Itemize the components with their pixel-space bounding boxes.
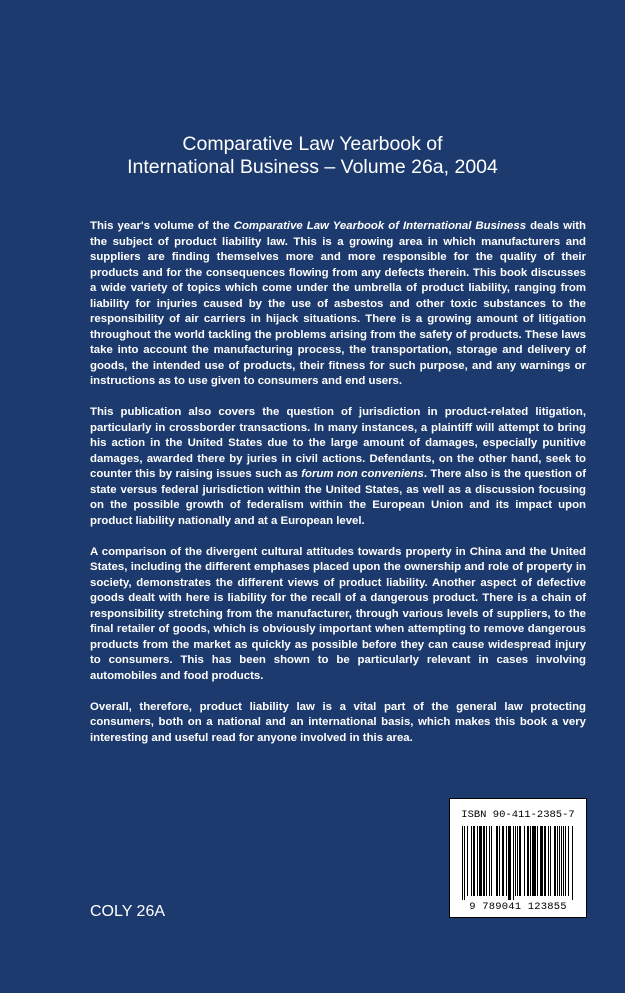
barcode-bar bbox=[471, 826, 472, 896]
barcode-bar bbox=[524, 826, 525, 896]
paragraph-2-text-c: . There also is the question of state versus federal jurisdiction within the United States, as well as a discussion focusing on the possible growth of federalism within the European Union and its impact upon product liability nationally and at a European level. bbox=[90, 468, 586, 527]
barcode-bar bbox=[499, 826, 500, 896]
barcode-bar bbox=[550, 826, 551, 896]
barcode-bar bbox=[513, 826, 514, 900]
title-line-2: International Business – Volume 26a, 2004 bbox=[127, 156, 498, 178]
barcode-bar bbox=[479, 826, 482, 896]
paragraph-1-text-c: deals with the subject of product liability law. This is a growing area in which manufacturers and suppliers are finding themselves more and more responsible for the quality of their products and for the consequences flowing from any defects therein. This book discusses a wide variety of topics which come under the umbrella of product liability, ranging from liability for injuries caused by the use of asbestos and other toxic substances to the responsibility of air carriers in hijack situations. There is a growing amount of litigation throughout the world tackling the problems arising from the safety of products. These laws take into account the manufacturing process, the transportation, storage and delivery of goods, the intended use of products, their fitness for such purpose, and any warnings or instructions as to use given to consumers and end users. bbox=[90, 220, 586, 387]
barcode-bar bbox=[527, 826, 529, 896]
barcode-bar bbox=[477, 826, 478, 896]
book-title bbox=[0, 133, 625, 179]
barcode-bar bbox=[540, 826, 543, 896]
barcode-bar bbox=[519, 826, 521, 896]
barcode-bar bbox=[506, 826, 507, 896]
barcode-bar bbox=[563, 826, 564, 896]
paragraph-2-italic-term: forum non conveniens bbox=[301, 468, 424, 480]
barcode-bar bbox=[486, 826, 487, 896]
paragraph-2-text-a: This publication also covers the question of jurisdiction in product-related litigation, particularly in crossborder transactions. In many instances, a plaintiff will attempt to bring his action in the United States due to the large amount of damages, especially punitive damages, awarded there by juries in civil actions. Defendants, on the other hand, seek to counter this by raising issues such as bbox=[90, 406, 586, 480]
barcode-bar bbox=[532, 826, 536, 896]
barcode-bar bbox=[559, 826, 560, 896]
paragraph-2 bbox=[90, 405, 586, 529]
barcode-bar bbox=[557, 826, 558, 896]
barcode-bar bbox=[489, 826, 490, 896]
barcode-bar bbox=[508, 826, 511, 900]
paragraph-1-text-a: This year's volume of the bbox=[90, 220, 234, 232]
barcode-bars bbox=[460, 826, 576, 900]
barcode-bar bbox=[491, 826, 492, 896]
barcode-bar bbox=[517, 826, 518, 896]
barcode-bar bbox=[544, 826, 546, 896]
barcode-bar bbox=[572, 826, 573, 900]
paragraph-1-italic-title: Comparative Law Yearbook of International Business bbox=[233, 220, 527, 232]
paragraph-1 bbox=[90, 219, 586, 390]
barcode-bar bbox=[473, 826, 475, 896]
isbn-barcode bbox=[450, 799, 586, 917]
paragraph-4: Overall, therefore, product liability law is a vital part of the general law protecting consumers, both on a national and an international basis, which makes this book a very interesting and useful read for anyone involved in this area. bbox=[90, 700, 586, 744]
barcode-bar bbox=[548, 826, 549, 896]
isbn-label: ISBN 90-411-2385-7 bbox=[461, 809, 575, 821]
title-line-1: Comparative Law Yearbook of bbox=[182, 133, 443, 155]
blurb-text bbox=[90, 219, 586, 762]
ean-number: 9 789041 123855 bbox=[469, 901, 567, 913]
barcode-bar bbox=[568, 826, 569, 896]
barcode-bar bbox=[537, 826, 538, 896]
barcode-bar bbox=[462, 826, 463, 900]
barcode-bar bbox=[496, 826, 498, 896]
barcode-bar bbox=[530, 826, 531, 896]
barcode-bar bbox=[554, 826, 556, 896]
barcode-bar bbox=[561, 826, 562, 896]
series-code: COLY 26A bbox=[90, 903, 166, 920]
barcode-bar bbox=[502, 826, 504, 896]
paragraph-3: A comparison of the divergent cultural attitudes towards property in China and the United States, including the different emphases placed upon the ownership and role of property in society, demonstrates the different views of product liability. Another aspect of defective goods dealt with here is liability for the recall of a dangerous product. There is a chain of responsibility stretching from the manufacturer, through various levels of suppliers, to the final retailer of goods, which is obviously important when attempting to remove dangerous products from the market as quickly as possible before they can cause widespread injury to consumers. This has been shown to be particularly relevant in cases involving automobiles and food products. bbox=[90, 545, 586, 682]
barcode-bar bbox=[483, 826, 485, 896]
barcode-bar bbox=[515, 826, 516, 896]
barcode-bar bbox=[565, 826, 566, 896]
barcode-bar bbox=[464, 826, 465, 900]
barcode-bar bbox=[467, 826, 468, 896]
